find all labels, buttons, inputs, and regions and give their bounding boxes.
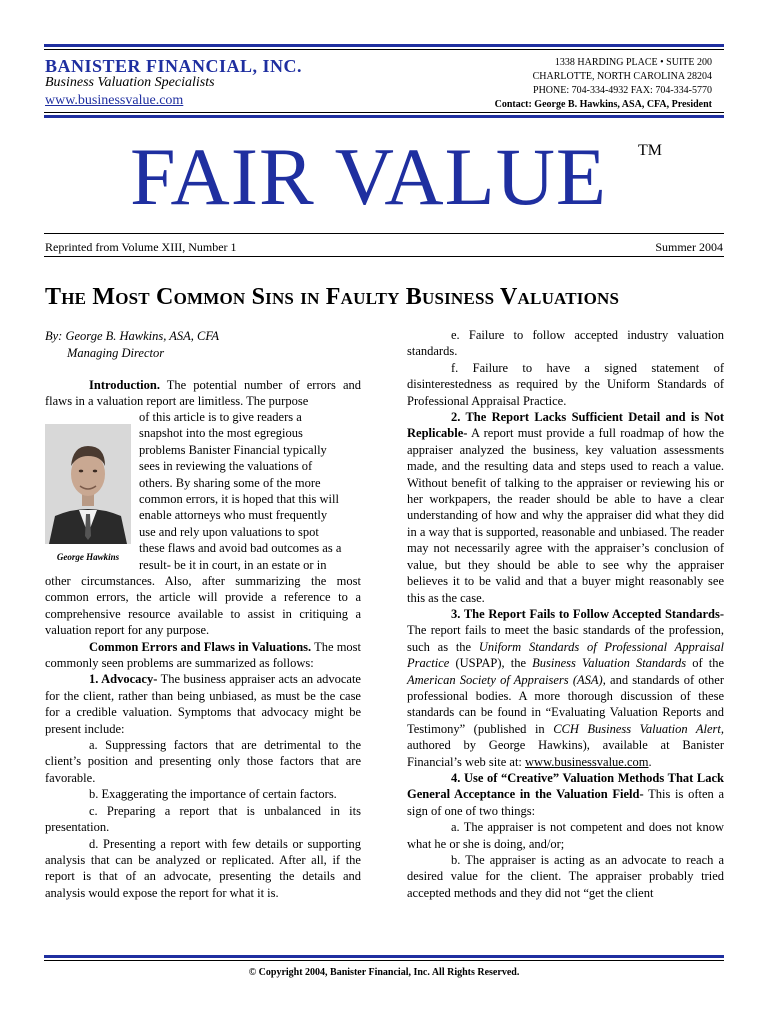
footer-rule [44,955,724,958]
item-d: d. Presenting a report with few details or supporting analysis that can be analyzed or replicated. After all, if the report is that of an advocate, presenting the details and analysis would expose the report for what it is. [45,836,361,900]
asa-ref: American Society of Appraisers (ASA) [407,672,603,687]
company-tagline: Business Valuation Specialists [45,75,215,90]
website-link[interactable]: www.businessvalue.com [45,93,184,108]
contact-line: Contact: George B. Hawkins, ASA, CFA, President [494,99,712,110]
section-4-item-b: b. The appraiser is acting as an advocate to reach a desired value for the client. The appraiser probably tried accepted methods and they did not “get the client [407,853,724,900]
section-3-text4: , and standards of other professional bodies. A more thorough discussion of these standards can be found in “Evaluating Valuation Reports and Testimony” (published in [407,672,724,736]
advocacy-label: 1. Advocacy- [89,672,158,687]
intro-continuation: other circumstances. Also, after summarizing the most common errors, the article will provide a reference to a comprehensive resource available to assist in critiquing a valuation report for any purpose. [45,574,361,638]
section-4-item-a: a. The appraiser is not competent and does not know what he or she is doing, and/or; [407,820,724,851]
section-3-text1: The report fails to meet the basic standards of the profession, such as the [407,623,724,654]
section-3-url-link[interactable]: www.businessvalue.com [525,754,649,769]
errors-label: Common Errors and Flaws in Valuations. [89,639,312,654]
author-photo [45,424,131,544]
section-3-text2: (USPAP), the [455,656,527,671]
issue-top-rule [44,233,724,234]
header-bottom-rule [44,115,724,118]
advocacy-text: The business appraiser acts an advocate for the client, rather than being unbiased, as must be the case for a credible valuation. Symptoms that advocacy might be present include: [45,672,361,736]
intro-wrap: of this article is to give readers a snapshot into the most egregious problems Banister Financial typically sees in reviewing the valuations of others. By sharing some of the more common errors, it is hoped that this will enable attorneys who must frequently use and rely upon valuations to spot these flaws and avoid bad outcomes as a result- be it in court, in an estate or in [139,410,342,572]
item-a: a. Suppressing factors that are detrimental to the client’s position and presenting only those factors that are favorable. [45,738,361,785]
item-e: e. Failure to follow accepted industry valuation standards. [407,328,724,359]
header-bottom-thin-rule [44,112,724,113]
footer-thin-rule [44,960,724,961]
company-name: BANISTER FINANCIAL, INC. [45,56,303,76]
phone-line: PHONE: 704-334-4932 FAX: 704-334-5770 [533,85,712,96]
section-3-text5: authored by George Hawkins), available at Banister Financial’s web site at: [407,738,724,769]
right-column [407,327,724,901]
section-4-text: This is often a sign of one of two things: [407,787,724,818]
photo-caption: George Hawkins [56,552,120,562]
errors-text: The most commonly seen problems are summarized as follows: [45,639,362,671]
cch-publication-ref: CCH Business Valuation Alert, [553,721,724,736]
section-3: 3. The Report Fails to Follow Accepted Standards- The report fails to meet the basic standards of the profession, such as the Uniform Standards of Professional Appraisal Practice (USPAP), the Business Valuation Standards of the American Society of Appraisers (ASA), and standards of other professional bodies. A more thorough discussion of these standards can be found in “Evaluating Valuation Reports and Testimony” (published in CCH Business Valuation Alert, authored by George Hawkins), available at Banister Financial’s web site at: www.businessvalue.com. [407,606,725,769]
section-4 [407,770,724,819]
item-b: b. Exaggerating the importance of certain factors. [89,787,337,802]
trademark-mark: TM [638,142,662,159]
intro-label: Introduction. [89,378,160,392]
uspap-ref: Uniform Standards of Professional Appraisal Practice [407,639,724,671]
item-f: f. Failure to have a signed statement of disinterestedness as required by the Uniform Standards of Professional Appraisal Practice. [407,360,724,408]
masthead-title: FAIR VALUE [130,131,608,222]
item-c: c. Preparing a report that is unbalanced in its presentation. [45,803,361,835]
address-block [495,56,712,112]
section-3-label: 3. The Report Fails to Follow Accepted Standards- [451,606,724,621]
top-rule [44,44,724,47]
reprint-note: Reprinted from Volume XIII, Number 1 [45,240,237,254]
intro-top [45,377,361,410]
section-2-text: A report must provide a full roadmap of how the appraiser analyzed the business, key valuation assessments made, and the resulting data and steps used to reach a value. Without benefit of talking to the appraiser or reviewing his or her workpapers, the reader should be able to have a clear understanding of how and why the appraiser did what they did in a way that is supported, reasonable and unbiased. The reader may not necessarily agree with the appraiser’s conclusion of value, but they should be able to see why the appraiser believes it to be valid and that a buyer might reasonably see this as the case. [407,426,725,605]
advocacy-paragraph [45,671,361,737]
errors-paragraph [45,639,361,672]
byline-author: By: George B. Hawkins, ASA, CFA [45,329,220,343]
section-4-label: 4. Use of “Creative” Valuation Methods That Lack General Acceptance in the Valuation Field- [407,770,724,802]
section-3-text3: of the [692,656,725,671]
section-2-label: 2. The Report Lacks Sufficient Detail and is Not Replicable- [407,410,724,441]
top-thin-rule [44,49,724,50]
left-column [45,573,361,901]
article-headline: The Most Common Sins in Faulty Business Valuations [45,284,620,310]
issue-bottom-rule [44,256,724,257]
issue-season: Summer 2004 [655,240,723,254]
section-2 [407,409,724,606]
address-line2: CHARLOTTE, NORTH CAROLINA 28204 [532,71,712,82]
intro-paragraph: Introduction. The potential number of errors and flaws in a valuation report are limitless. The purpose [45,378,361,409]
byline [45,328,219,361]
copyright-notice: © Copyright 2004, Banister Financial, Inc. All Rights Reserved. [248,967,520,978]
address-line1: 1338 HARDING PLACE • SUITE 200 [554,57,712,68]
byline-title: Managing Director [67,345,165,360]
bvs-ref: Business Valuation Standards [532,656,687,671]
